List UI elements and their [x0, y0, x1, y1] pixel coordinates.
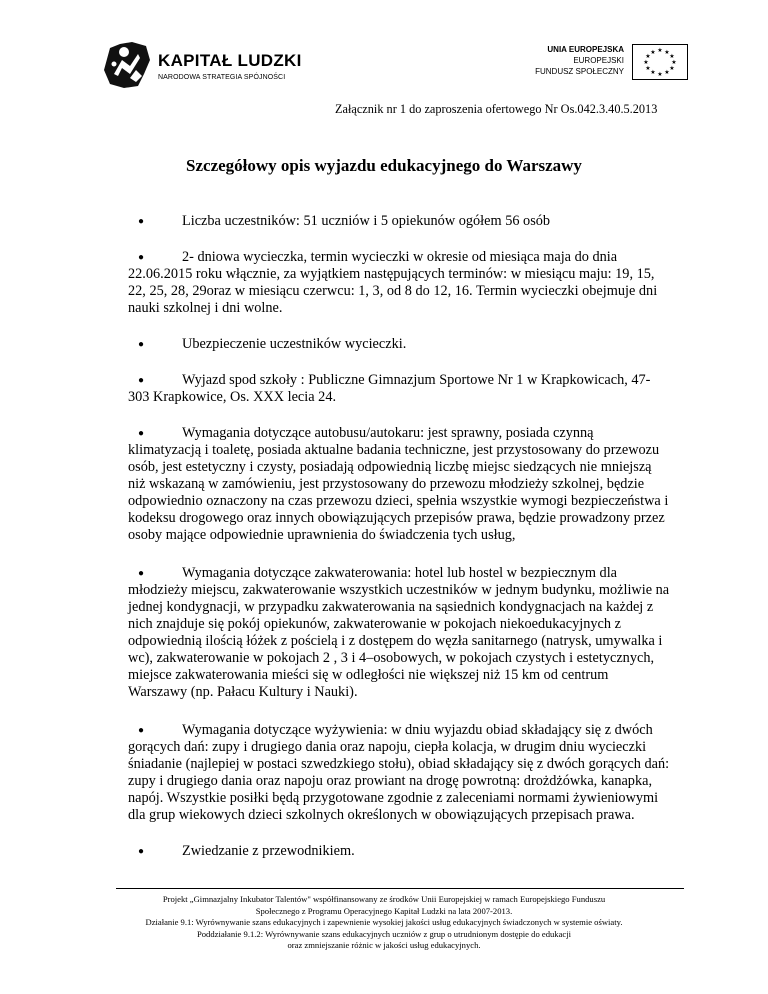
svg-text:★: ★ — [645, 65, 651, 72]
kapital-ludzki-logo — [100, 40, 330, 90]
list-item-text: 2- dniowa wycieczka, termin wycieczki w okresie od miesiąca maja do dnia 22.06.2015 roku włącznie, za wyjątkiem następujących terminów: w miesiącu maju: 19, 15, 22, 25, 28, 29oraz w miesiącu czerwcu: 1, 3, od 8 do 12, 16. Termin wycieczki obejmuje dni nauki szkolnej i dni wolne. — [128, 249, 658, 316]
svg-text:★: ★ — [664, 69, 670, 76]
svg-text:★: ★ — [657, 47, 663, 54]
bullet-icon: ● — [138, 375, 145, 386]
document-title: Szczegółowy opis wyjazdu edukacyjnego do Warszawy — [186, 156, 582, 175]
svg-text:★: ★ — [664, 49, 670, 56]
kapital-ludzki-subtitle: NARODOWA STRATEGIA SPÓJNOŚCI — [158, 74, 286, 81]
list-item-text: Wymagania dotyczące autobusu/autokaru: jest sprawny, posiada czynną klimatyzacją i toaletę, posiada aktualne badania techniczne, jest przystosowany do przewozu osób, jest estetyczny i czysty, posiadają odpowiednią liczbę miejsc siedzących nie mniejszą niż wskazaną w zamówieniu, jest przystosowany do przewozu młodzieży szkolnej, będzie odpowiednio oznaczony na czas przewozu dzieci, spełnia wszystkie wymogi bezpieczeństwa i kodeksu drogowego oraz innych obowiązujących przepisów prawa, będzie prowadzony przez osoby mające odpowiednie uprawnienia do świadczenia tych usług, — [128, 425, 669, 543]
svg-text:★: ★ — [669, 53, 675, 60]
kapital-ludzki-emblem-icon — [100, 40, 152, 90]
list-item — [128, 425, 670, 544]
svg-text:★: ★ — [671, 59, 677, 66]
svg-text:★: ★ — [657, 71, 663, 78]
svg-text:★: ★ — [669, 65, 675, 72]
requirements-list — [128, 213, 670, 860]
bullet-icon: ● — [138, 725, 145, 736]
bullet-icon: ● — [138, 216, 145, 227]
footer-line-1: Projekt „Gimnazjalny Inkubator Talentów" współfinansowany ze środków Unii Europejskiej w ramach Europejskiego Funduszu — [162, 894, 606, 904]
svg-text:★: ★ — [645, 53, 651, 60]
list-item-text: Zwiedzanie z przewodnikiem. — [182, 843, 355, 859]
footer-line-5: oraz zmniejszanie różnic w jakości usług edukacyjnych. — [287, 940, 481, 951]
eu-logo-line1: UNIA EUROPEJSKA — [547, 45, 624, 54]
list-item-text: Ubezpieczenie uczestników wycieczki. — [182, 336, 407, 352]
footer-line-3: Działanie 9.1: Wyrównywanie szans edukacyjnych i zapewnienie wysokiej jakości usług edukacyjnych świadczonych w systemie oświaty. — [145, 917, 623, 928]
footer-line-2: Społecznego z Programu Operacyjnego Kapitał Ludzki na lata 2007-2013. — [255, 905, 513, 916]
list-item — [128, 565, 670, 701]
bullet-icon: ● — [138, 568, 145, 579]
eu-logo-text — [535, 44, 624, 77]
list-item — [128, 336, 670, 353]
kapital-ludzki-title: KAPITAŁ LUDZKI — [158, 51, 302, 70]
bullet-icon: ● — [138, 339, 145, 350]
list-item-text: Wymagania dotyczące zakwaterowania: hotel lub hostel w bezpiecznym dla młodzieży miejscu, zakwaterowanie wszystkich uczestników w jednym budynku, możliwie na jednej kondygnacji, w przypadku zakwaterowania na sąsiednich kondygnacjach na każdej z nich znajduje się pokój opiekunów, zakwaterowanie w pokojach niekoedukacyjnych z odpowiednią ilością łóżek z pościelą i z dostępem do węzła sanitarnego (natrysk, umywalka i wc), zakwaterowanie w pokojach 2 , 3 i 4–osobowych, w pokojach czystych i estetycznych, miejsce zakwaterowania mieści się w odległości nie większej niż 15 km od centrum Warszawy (np. Pałacu Kultury i Nauki). — [128, 565, 670, 700]
list-item — [128, 249, 670, 317]
eu-logo-line2: EUROPEJSKI — [573, 56, 624, 65]
list-item-text: Wyjazd spod szkoły : Publiczne Gimnazjum Sportowe Nr 1 w Krapkowicach, 47-303 Krapkowice, Os. XXX lecia 24. — [128, 372, 651, 405]
bullet-icon: ● — [138, 846, 145, 857]
bullet-icon: ● — [138, 252, 145, 263]
list-item — [128, 213, 670, 230]
bullet-icon: ● — [138, 428, 145, 439]
list-item-text: Liczba uczestników: 51 uczniów i 5 opiekunów ogółem 56 osób — [182, 213, 551, 229]
eu-flag-icon — [632, 44, 688, 80]
annex-reference: Załącznik nr 1 do zaproszenia ofertowego Nr Os.042.3.40.5.2013 — [335, 102, 658, 116]
footer-divider — [116, 888, 684, 889]
eu-logo-line3: FUNDUSZ SPOŁECZNY — [535, 67, 624, 76]
footer-line-4: Poddziałanie 9.1.2: Wyrównywanie szans edukacyjnych uczniów z grup o utrudnionym dostępie do edukacji — [196, 928, 571, 939]
list-item — [128, 372, 670, 406]
list-item — [128, 843, 670, 860]
page-footer — [60, 894, 708, 952]
svg-text:★: ★ — [643, 59, 649, 66]
list-item — [128, 722, 670, 824]
svg-text:★: ★ — [650, 49, 656, 56]
list-item-text: Wymagania dotyczące wyżywienia: w dniu wyjazdu obiad składający się z dwóch gorących dań: zupy i drugiego dania oraz napoju, ciepła kolacja, w drugim dniu wycieczki śniadanie (najlepiej w postaci szwedzkiego stołu), obiad składający się z dwóch gorących dań: zupy i drugiego dania oraz napoju oraz prowiant na drogę powrotną: drożdżówka, kanapka, napój. Wszystkie posiłki będą przygotowane zgodnie z zaleceniami normami żywieniowymi dla grup wiekowych dzieci szkolnych określonych w obowiązujących przepisach prawa. — [128, 722, 670, 823]
eu-logo — [522, 44, 688, 84]
svg-text:★: ★ — [650, 69, 656, 76]
